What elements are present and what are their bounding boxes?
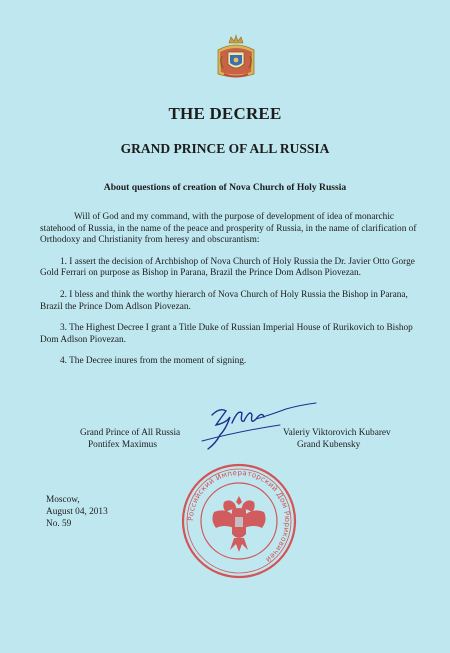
signatory-left-role: Pontifex Maximus	[88, 440, 157, 450]
decree-body	[40, 212, 420, 378]
decree-city: Moscow,	[46, 495, 80, 505]
decree-title: THE DECREE	[168, 104, 282, 123]
decree-item-4: 4. The Decree inures from the moment of signing.	[60, 356, 247, 367]
coat-of-arms-icon	[214, 34, 258, 82]
decree-item-2: 2. I bless and think the worthy hierarch of Nova Church of Holy Russia the Bishop in Parana, Brazil the Prince Dom Adlson Piovezan.	[40, 289, 408, 312]
official-seal-stamp	[180, 462, 298, 580]
decree-date: August 04, 2013	[46, 507, 108, 517]
decree-place-date	[46, 494, 166, 530]
signatory-left	[80, 427, 210, 451]
signatory-left-title: Grand Prince of All Russia	[80, 428, 181, 438]
decree-item-3: 3. The Highest Decree I grant a Title Duke of Russian Imperial House of Rurikovich to Bishop Dom Adlson Piovezan.	[40, 323, 413, 345]
decree-number: No. 59	[46, 519, 72, 529]
decree-subtitle: GRAND PRINCE OF ALL RUSSIA	[120, 141, 330, 156]
decree-item-1: 1. I assert the decision of Archbishop of Nova Church of Holy Russia the Dr. Javier Otto Gorge Gold Ferrari on purpose as Bishop in Parana, Brazil the Prince Dom Adlson Piovezan.	[40, 256, 415, 279]
seal-ring-text: Российский Императорский Дом Рюриковичей	[185, 467, 293, 565]
decree-topic: About questions of creation of Nova Church of Holy Russia	[103, 182, 347, 193]
signatory-right-title: Grand Kubensky	[297, 440, 361, 450]
decree-intro: Will of God and my command, with the purpose of development of idea of monarchic statehood of Russia, in the name of the peace and prosperity of Russia, in the name of clarification of Orthodoxy and Christianity from heresy and obscurantism:	[40, 212, 417, 246]
signatory-right-name: Valeriy Viktorovich Kubarev	[283, 428, 391, 438]
signatory-right	[283, 427, 443, 451]
